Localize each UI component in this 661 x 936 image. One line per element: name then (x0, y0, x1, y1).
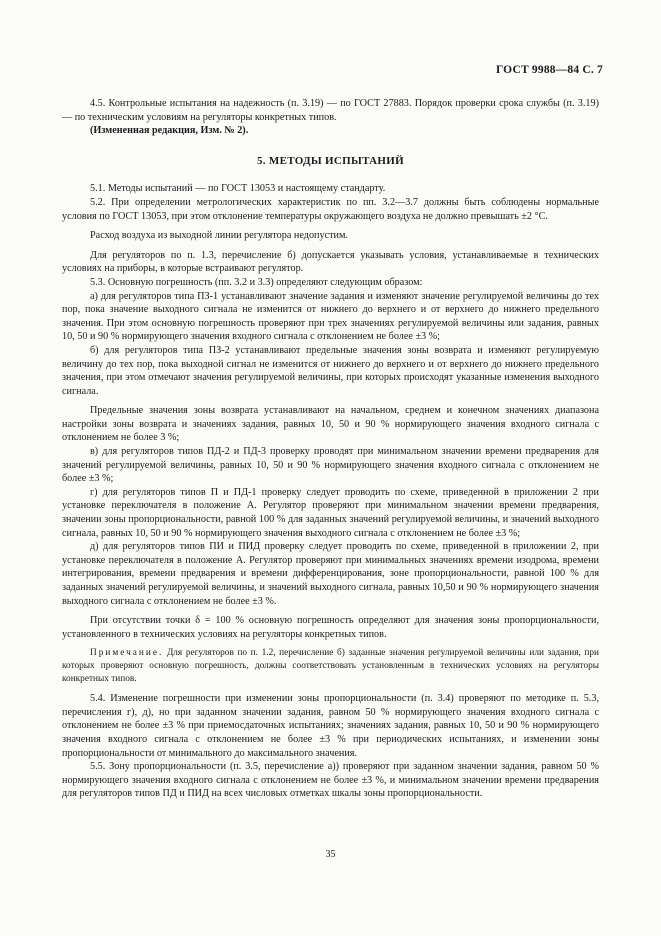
paragraph-5-5: 5.5. Зону пропорциональности (п. 3.5, перечисление а)) проверяют при заданном значении задания, равном 50 % нормирующего значения входного сигнала с отклонением не более ±3 %, и минимальном значении времени предварения для регуляторов типов ПД и ПИД на всех числовых отметках шкалы зоны пропорциональности. (62, 761, 599, 800)
paragraph-5-3: 5.3. Основную погрешность (пп. 3.2 и 3.3) определяют следующим образом: (90, 276, 423, 288)
paragraph-4-5: 4.5. Контрольные испытания на надежность (п. 3.19) — по ГОСТ 27883. Порядок проверки срока службы (п. 3.19) — по техническим условиям на регуляторы конкретных типов. (62, 98, 599, 123)
page-header: ГОСТ 9988—84 С. 7 (495, 64, 603, 76)
document-body (62, 97, 599, 801)
paragraph-5-3-a: а) для регуляторов типа ПЗ-1 устанавливают значение задания и изменяют значение регулируемой величины до тех пор, пока значение выходного сигнала не изменится от нижнего до верхнего и от верхнего до нижнего предельного значения. При этом основную погрешность проверяют при трех значениях регулируемой величины или задания, равных 10, 50 и 90 % нормирующего значения входного сигнала с отклонением не более ±3 %; (62, 290, 599, 343)
note-block (62, 647, 599, 685)
paragraph-5-4: 5.4. Изменение погрешности при изменении зоны пропорциональности (п. 3.4) проверяют по методике п. 5.3, перечисления г), д), но при заданном значении задания, равном 50 % нормирующего значения входного сигнала с отклонением не более ±3 % при приемосдаточных испытаниях; значениях задания, равных 10, 50 и 90 % нормирующего значения входного сигнала с отклонением не более ±3 % при периодических испытаниях, и изменении зоны пропорциональности от минимального до максимального значения. (62, 693, 599, 759)
paragraph-5-3-d: д) для регуляторов типов ПИ и ПИД проверку следует проводить по схеме, приведенной в приложении 2, при установке переключателя в положение А. Регулятор проверяют при минимальных значениях времени изодрома, времени интегрирования, времени предварения и времени дифференцирования, зоне пропорциональности, равной 100 % для заданных значений регулируемой величины, и значений выходного сигнала, равных 10,50 и 90 % нормирующего значения выходного сигнала с отклонением не более ±3 %. (62, 541, 599, 607)
section-title: 5. МЕТОДЫ ИСПЫТАНИЙ (257, 154, 404, 167)
paragraph-5-2: 5.2. При определении метрологических характеристик по пп. 3.2—3.7 должны быть соблюдены нормальные условия по ГОСТ 13053, при этом отклонение температуры окружающего воздуха не должно превышать ±2 °С. (62, 196, 599, 222)
paragraph-5-2-regulators: Для регуляторов по п. 1.3, перечисление б) допускается указывать условия, устанавливаемые в технических условиях на приборы, в которые встраивают регулятор. (62, 249, 599, 275)
note-text: Для регуляторов по п. 1.2, перечисление б) заданные значения регулируемой величины или задания, при которых проверяют основную погрешность, должны соответствовать установленным в технических условиях на регуляторы конкретных типов. (62, 648, 599, 684)
paragraph-5-3-b: б) для регуляторов типа ПЗ-2 устанавливают предельные значения зоны возврата и изменяют регулируемую величину до тех пор, пока выходной сигнал не изменится от нижнего до верхнего и от верхнего до нижнего предельного значения, при этом отмечают значения регулируемой величины, при которых происходят указанные изменения выходного сигнала. (62, 344, 599, 397)
page-number: 35 (325, 849, 336, 860)
paragraph-5-3-g: г) для регуляторов типов П и ПД-1 проверку следует проводить по схеме, приведенной в приложении 2 при установке переключателя в положение А. Регулятор проверяют при минимальном значении времени предварения, значении зоны пропорциональности, равной 100 % для заданных значений регулируемой величины, и значений выходного сигнала, равных 10, 50 и 90 % нормирующего значения выходного сигнала с отклонением не более ±3 %; (62, 486, 599, 539)
note-label: Примечание. (90, 648, 164, 659)
paragraph-5-3-b-cont: Предельные значения зоны возврата устанавливают на начальном, среднем и конечном значениях диапазона настройки зоны возврата и значениях задания, равных 10, 50 и 90 % нормирующего значения входного сигнала с отклонением не более 3 %; (62, 405, 599, 444)
paragraph-5-2-air: Расход воздуха из выходной линии регулятора недопустим. (90, 230, 349, 242)
paragraph-5-3-v: в) для регуляторов типов ПД-2 и ПД-3 проверку проводят при минимальном значении времени предварения для значений регулируемой величины, равных 10, 50 и 90 % нормирующего значения входного сигнала с отклонением не более ±3 %; (62, 446, 599, 485)
paragraph-5-1: 5.1. Методы испытаний — по ГОСТ 13053 и настоящему стандарту. (90, 183, 386, 195)
edit-note-4-5: (Измененная редакция, Изм. № 2). (90, 125, 249, 137)
paragraph-5-3-delta: При отсутствии точки δ = 100 % основную погрешность определяют для значения зоны пропорциональности, установленного в технических условиях на регуляторы конкретных типов. (62, 615, 599, 640)
